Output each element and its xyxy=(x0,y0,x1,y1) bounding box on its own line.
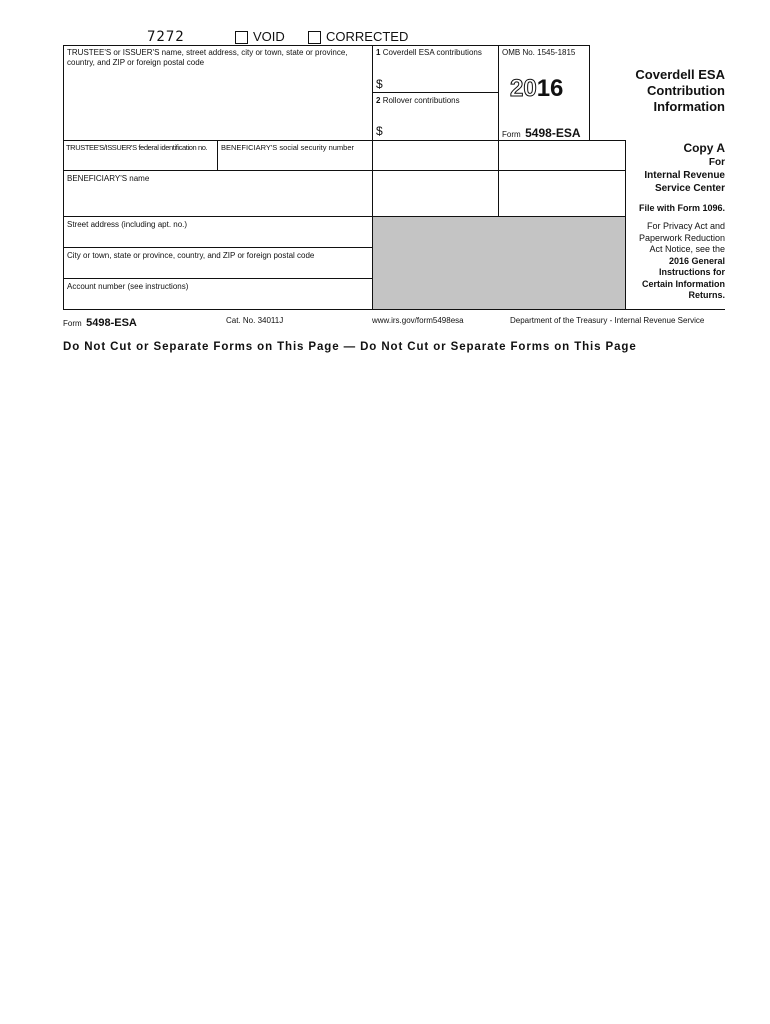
box2-field[interactable] xyxy=(385,119,495,137)
omb-number: OMB No. 1545-1815 xyxy=(502,48,576,57)
street-field[interactable] xyxy=(64,231,371,246)
beneficiary-ssn-label: BENEFICIARY'S social security number xyxy=(221,143,355,152)
box1-text: Coverdell ESA contributions xyxy=(382,48,482,57)
box2-text: Rollover contributions xyxy=(382,96,460,105)
account-field[interactable] xyxy=(64,293,371,308)
irs-line1: Internal Revenue xyxy=(644,170,725,181)
tax-year-bold: 16 xyxy=(536,75,564,102)
box-row3-right[interactable] xyxy=(499,171,624,215)
box1-label xyxy=(376,48,482,58)
form-id xyxy=(502,124,581,142)
box-row2-right[interactable] xyxy=(499,141,624,169)
privacy-line6: Certain Information xyxy=(641,278,725,289)
street-label: Street address (including apt. no.) xyxy=(67,220,188,229)
form-title xyxy=(590,67,725,115)
file-with: File with Form 1096. xyxy=(638,203,725,213)
box1-currency: $ xyxy=(376,77,383,91)
form-word: Form xyxy=(502,130,521,139)
tax-year xyxy=(510,75,563,103)
privacy-line7: Returns. xyxy=(688,290,725,300)
city-field[interactable] xyxy=(64,262,371,277)
beneficiary-ssn-field[interactable] xyxy=(218,155,371,169)
beneficiary-name-field[interactable] xyxy=(64,186,371,215)
privacy-line3: Act Notice, see the xyxy=(649,244,725,254)
shaded-area xyxy=(373,217,625,309)
irs-line2: Service Center xyxy=(654,183,725,194)
rule-box1-bottom xyxy=(372,92,498,93)
beneficiary-name-label: BENEFICIARY'S name xyxy=(67,174,150,183)
corrected-label: CORRECTED xyxy=(326,29,409,44)
footer-form-number: 5498-ESA xyxy=(86,317,137,329)
title-line3: Information xyxy=(653,99,725,114)
trustee-tin-field[interactable] xyxy=(64,155,216,169)
box-row2-mid[interactable] xyxy=(373,141,497,169)
city-label: City or town, state or province, country, and ZIP or foreign postal code xyxy=(67,251,315,260)
title-line2: Contribution xyxy=(647,83,725,98)
void-label: VOID xyxy=(253,29,285,44)
box2-label xyxy=(376,96,460,106)
box-row3-mid[interactable] xyxy=(373,171,497,215)
irs-url: www.irs.gov/form5498esa xyxy=(372,316,464,325)
privacy-line2: Paperwork Reduction xyxy=(638,232,725,243)
trustee-tin-label: TRUSTEE'S/ISSUER'S federal identification no. xyxy=(66,143,208,152)
box2-number: 2 xyxy=(376,96,381,105)
box1-field[interactable] xyxy=(385,72,495,90)
cat-number: Cat. No. 34011J xyxy=(226,316,284,325)
box2-currency: $ xyxy=(376,124,383,138)
tax-year-outline: 20 xyxy=(510,75,537,102)
corrected-checkbox[interactable] xyxy=(308,31,321,44)
title-line1: Coverdell ESA xyxy=(635,67,725,82)
trustee-name-field[interactable] xyxy=(64,70,371,139)
copy-for: For xyxy=(708,157,725,168)
department: Department of the Treasury - Internal Revenue Service xyxy=(510,316,705,325)
form-code: 7272 xyxy=(147,29,185,45)
footer-form-word: Form xyxy=(63,319,82,328)
copy-label: Copy A xyxy=(683,141,725,155)
box1-number: 1 xyxy=(376,48,381,57)
privacy-line4: 2016 General xyxy=(668,255,725,266)
rule-account-top xyxy=(63,278,372,279)
void-checkbox[interactable] xyxy=(235,31,248,44)
footer-form-id xyxy=(63,313,137,331)
copy-block xyxy=(628,141,725,195)
form-number: 5498-ESA xyxy=(525,126,581,140)
do-not-cut-warning: Do Not Cut or Separate Forms on This Page — Do Not Cut or Separate Forms on This Page xyxy=(63,341,637,353)
rule-top xyxy=(63,45,589,46)
privacy-line5: Instructions for xyxy=(658,267,725,277)
account-label: Account number (see instructions) xyxy=(67,282,189,291)
trustee-name-label: TRUSTEE'S or ISSUER'S name, street address, city or town, state or province, country, and ZIP or foreign postal code xyxy=(67,48,348,67)
privacy-notice xyxy=(620,221,725,302)
rule-city-top xyxy=(63,247,372,248)
privacy-line1: For Privacy Act and xyxy=(646,221,725,231)
